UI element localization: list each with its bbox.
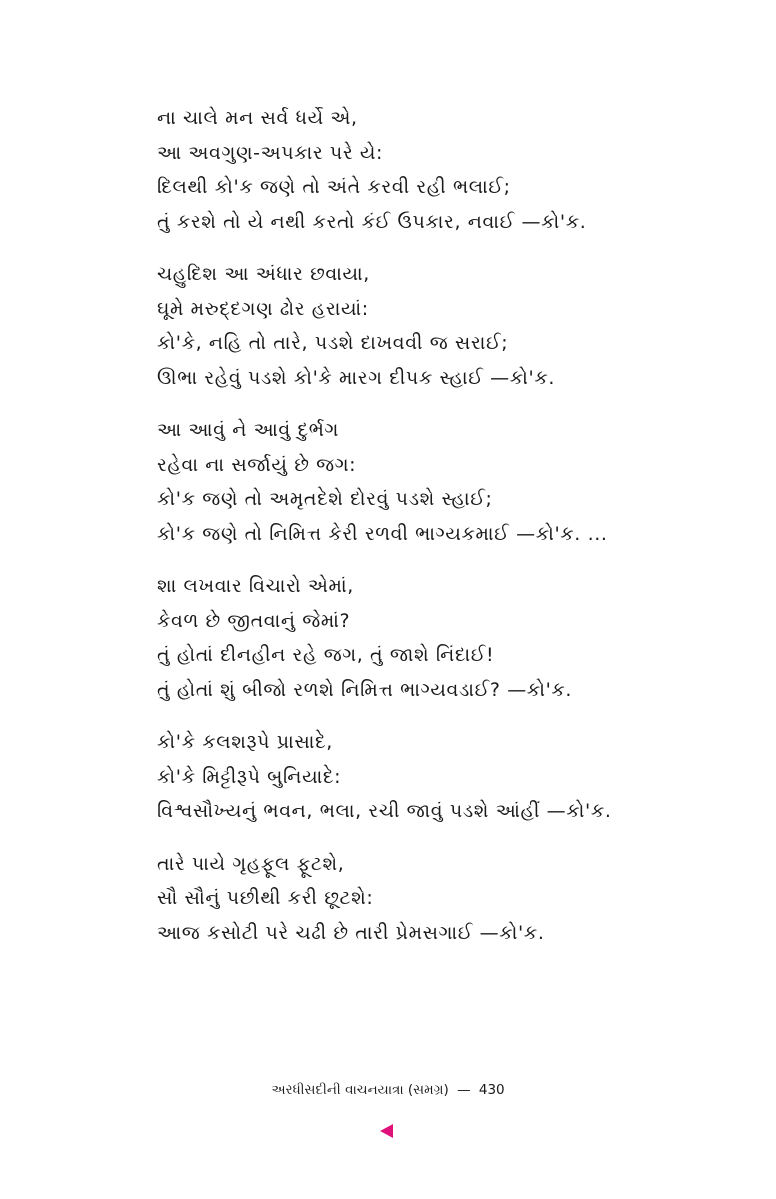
- triangle-left-icon[interactable]: [380, 1124, 393, 1138]
- poem-line: કેવળ છે જીતવાનું જેમાં?: [157, 609, 351, 632]
- page-number: 430: [478, 1082, 505, 1098]
- poem-line: કો'ક જણે તો અમૃતદેશે દોરવું પડશે સ્હાઈ;: [157, 488, 493, 510]
- poem-line: કો'ક જણે તો નિમિત્ત કેરી રળવી ભાગ્યકમાઈ —કો'ક. ...: [157, 522, 608, 545]
- stanza-5: [157, 725, 737, 829]
- book-title: અરધીસદીની વાચનયાત્રા (સમગ્ર): [271, 1082, 449, 1098]
- stanza-2: [157, 257, 737, 395]
- poem-line: તું કરશે તો યે નથી કરતો કંઈ ઉપકાર, નવાઈ —કો'ક.: [157, 210, 587, 233]
- stanza-6: [157, 847, 737, 951]
- poem-body: [157, 101, 737, 968]
- page-footer: [0, 1080, 776, 1100]
- poem-line: તું હોતાં દીનહીન રહે જગ, તું જાશે નિંદાઈ!: [157, 644, 495, 666]
- poem-line: કો'કે કલશરૂપે પ્રાસાદે,: [157, 731, 333, 753]
- poem-line: આજ કસોટી પરે ચઢી છે તારી પ્રેમસગાઈ —કો'ક.: [157, 921, 545, 944]
- stanza-1: [157, 101, 737, 239]
- poem-line: કો'કે, નહિ તો તારે, પડશે દાખવવી જ સરાઈ;: [157, 332, 509, 354]
- poem-line: ઊભા રહેવું પડશે કો'કે મારગ દીપક સ્હાઈ —કો'ક.: [157, 366, 555, 389]
- poem-line: રહેવા ના સર્જાયું છે જગ:: [157, 453, 357, 476]
- poem-line: ચહુદિશ આ અંધાર છવાયા,: [157, 263, 370, 285]
- stanza-3: [157, 413, 737, 551]
- stanza-4: [157, 569, 737, 707]
- poem-line: આ આવું ને આવું દુર્ભગ: [157, 419, 339, 441]
- footer-separator: —: [457, 1082, 471, 1098]
- poem-line: તું હોતાં શું બીજો રળશે નિમિત્ત ભાગ્યવડાઈ? —કો'ક.: [157, 678, 573, 701]
- poem-line: સૌ સૌનું પછીથી કરી છૂટશે:: [157, 887, 374, 909]
- poem-line: વિશ્વસૌખ્યનું ભવન, ભલા, રચી જાવું પડશે આંહીં —કો'ક.: [157, 800, 612, 822]
- poem-line: શા લખવાર વિચારો એમાં,: [157, 575, 354, 597]
- poem-line: આ અવગુણ-અપકાર પરે યે:: [157, 141, 384, 164]
- poem-line: તારે પાયે ગૃહફૂલ ફૂટશે,: [157, 852, 345, 875]
- poem-line: દિલથી કો'ક જણે તો અંતે કરવી રહી ભલાઈ;: [157, 176, 511, 198]
- poem-line: કો'કે મિટ્ટીરૂપે બુનિયાદે:: [157, 765, 342, 788]
- poem-line: ના ચાલે મન સર્વ ધર્યે એ,: [157, 107, 358, 129]
- poem-line: ઘૂમે મરુદ્દગણ ઢોર હરાયાં:: [157, 297, 369, 320]
